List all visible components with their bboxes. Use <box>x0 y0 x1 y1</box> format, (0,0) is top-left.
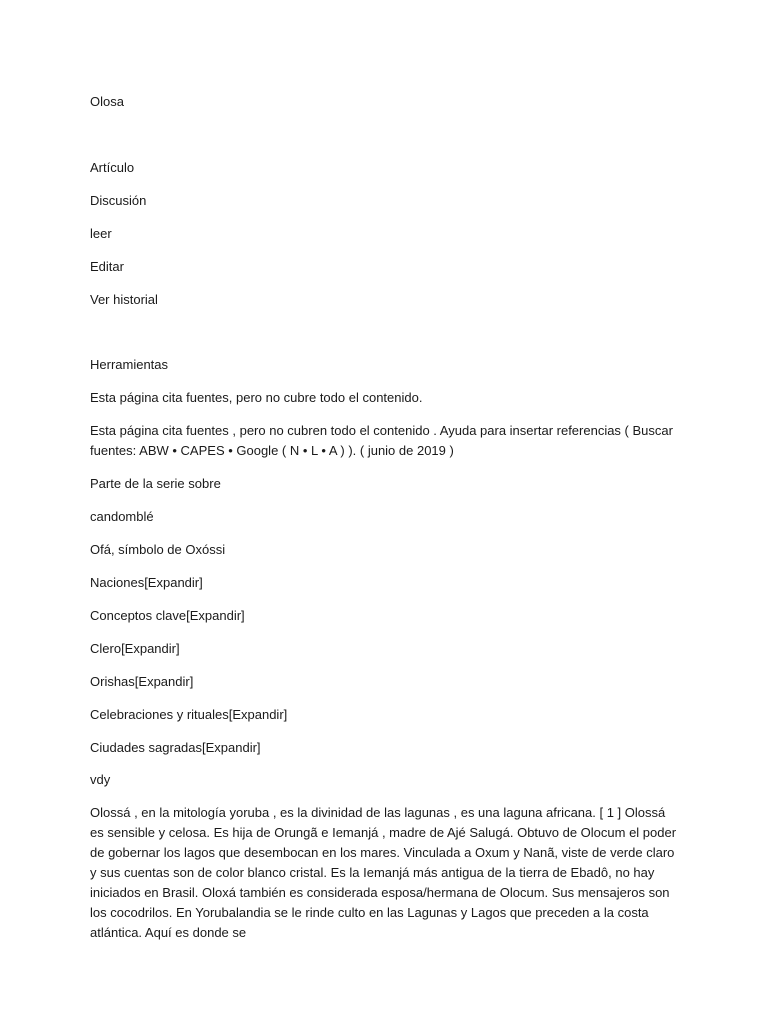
tools-menu[interactable]: Herramientas <box>90 357 169 372</box>
tab-article[interactable]: Artículo <box>90 160 135 175</box>
infobox-image-caption: Ofá, símbolo de Oxóssi <box>90 542 226 557</box>
tab-history[interactable]: Ver historial <box>90 292 158 307</box>
infobox-section-orishas[interactable]: Orishas[Expandir] <box>90 674 194 689</box>
infobox-section-naciones[interactable]: Naciones[Expandir] <box>90 575 203 590</box>
tab-edit[interactable]: Editar <box>90 259 124 274</box>
page-title: Olosa <box>90 94 124 109</box>
infobox-section-clero[interactable]: Clero[Expandir] <box>90 641 180 656</box>
tab-discussion[interactable]: Discusión <box>90 193 147 208</box>
infobox-section-conceptos-clave[interactable]: Conceptos clave[Expandir] <box>90 608 245 623</box>
citation-notice-long: Esta página cita fuentes , pero no cubren todo el contenido . Ayuda para insertar referencias ( Buscar fuentes: ABW • CAPES • Google ( N • L • A ) ). ( junio de 2019 ) <box>90 423 673 458</box>
article-body-paragraph: Olossá , en la mitología yoruba , es la divinidad de las lagunas , es una laguna africana. [ 1 ] Olossá es sensible y celosa. Es hija de Orungã e Iemanjá , madre de Ajé Salugá. Obtuvo de Olocum el poder de gobernar los lagos que desembocan en los mares. Vinculada a Oxum y Nanã, viste de verde claro y sus cuentas son de color blanco cristal. Es la Iemanjá más antigua de la tierra de Ebadô, no hay iniciados en Brasil. Oloxá también es considerada esposa/hermana de Olocum. Sus mensajeros son los cocodrilos. En Yorubalandia se le rinde culto en las Lagunas y Lagos que preceden a la costa atlántica. Aquí es donde se <box>90 805 677 940</box>
navbox-vdy-links[interactable]: vdy <box>90 772 111 787</box>
infobox-series-name[interactable]: candomblé <box>90 509 154 524</box>
citation-notice-short: Esta página cita fuentes, pero no cubre todo el contenido. <box>90 390 423 405</box>
tab-read[interactable]: leer <box>90 226 112 241</box>
infobox-series-label: Parte de la serie sobre <box>90 476 221 491</box>
infobox-section-ciudades-sagradas[interactable]: Ciudades sagradas[Expandir] <box>90 740 261 755</box>
infobox-section-celebraciones[interactable]: Celebraciones y rituales[Expandir] <box>90 707 288 722</box>
